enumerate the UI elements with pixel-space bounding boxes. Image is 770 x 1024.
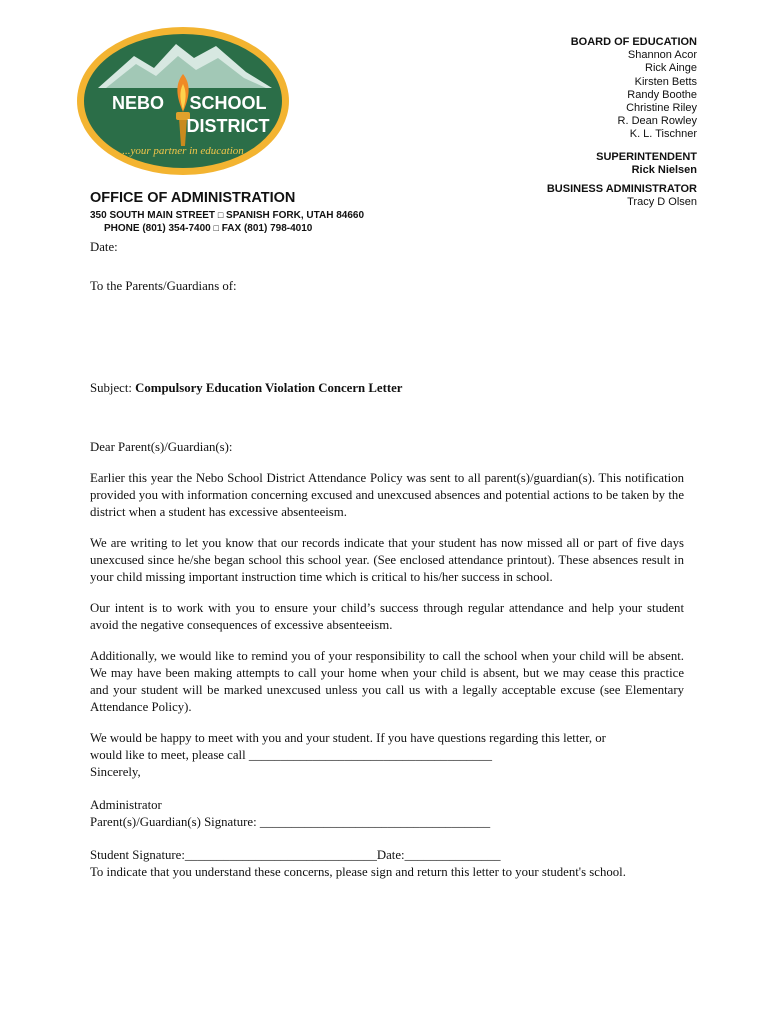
office-address: [90, 209, 364, 235]
subject-line: [90, 380, 684, 397]
office-title: OFFICE OF ADMINISTRATION: [90, 190, 296, 206]
greeting: Dear Parent(s)/Guardian(s):: [90, 440, 233, 454]
closing: Sincerely,: [90, 765, 141, 779]
logo-name-bottom: DISTRICT: [186, 116, 270, 136]
paragraph-5-line-1: We would be happy to meet with you and your student. If you have questions regarding this letter, or: [90, 731, 606, 745]
letter-body: [90, 239, 684, 881]
office-fax: FAX (801) 798-4010: [221, 223, 313, 234]
nebo-school-district-logo: [76, 26, 290, 176]
board-member: Randy Boothe: [627, 88, 697, 101]
board-member: Rick Ainge: [645, 62, 697, 75]
office-street: 350 SOUTH MAIN STREET: [90, 210, 216, 221]
logo-name-right: SCHOOL: [189, 93, 267, 113]
office-phone: PHONE (801) 354-7400: [104, 223, 211, 234]
board-member: K. L. Tischner: [629, 128, 697, 141]
return-instruction: To indicate that you understand these concerns, please sign and return this letter to your student's school.: [90, 865, 626, 879]
superintendent-name: Rick Nielsen: [631, 163, 697, 176]
office-city: SPANISH FORK, UTAH 84660: [226, 210, 365, 221]
board-member: Christine Riley: [626, 102, 697, 115]
paragraph-3: Our intent is to work with you to ensure your child’s success through regular attendance and help your student avoid the negative consequences of excessive absenteeism.: [90, 601, 684, 632]
subject-label: Subject:: [90, 381, 136, 395]
paragraph-4: Additionally, we would like to remind you of your responsibility to call the school when your child will be absent. We may have been making attempts to call your home when your child is absent, but we may cease this practice and your student will be marked unexcused unless you call us with a legally acceptable excuse (see Elementary Attendance Policy).: [90, 649, 684, 714]
parent-signature-line: Parent(s)/Guardian(s) Signature: ____________________________________: [90, 815, 491, 829]
business-admin-name: Tracy D Olsen: [627, 196, 697, 209]
board-member: R. Dean Rowley: [617, 115, 697, 128]
board-member: Shannon Acor: [627, 49, 697, 62]
logo-tagline: ...your partner in education: [122, 145, 244, 157]
paragraph-5-line-2: would like to meet, please call ______________________________________: [90, 748, 492, 762]
separator-glyph: □: [217, 210, 224, 220]
date-label: Date:: [90, 240, 118, 254]
paragraph-2: We are writing to let you know that our records indicate that your student has now missed all or part of five days unexcused since he/she began school this school year. (See enclosed attendance printout). These absences result in your child missing important instruction time which is critical to his/her success in school.: [90, 536, 684, 584]
business-admin-heading: BUSINESS ADMINISTRATOR: [546, 183, 697, 196]
subject-text: Compulsory Education Violation Concern Letter: [135, 381, 403, 395]
office-block: [90, 190, 364, 235]
logo-name-left: NEBO: [111, 93, 165, 113]
board-heading: BOARD OF EDUCATION: [570, 36, 697, 48]
administrator-label: Administrator: [90, 798, 162, 812]
to-label: To the Parents/Guardians of:: [90, 279, 237, 293]
board-member: Kirsten Betts: [634, 75, 697, 88]
board-of-education-block: [547, 36, 697, 209]
paragraph-1: Earlier this year the Nebo School District Attendance Policy was sent to all parent(s)/guardian(s). This notification provided you with information concerning excused and unexcused absences and potential actions to be taken by the district when a student has excessive absenteeism.: [90, 471, 684, 519]
student-signature-line: Student Signature:______________________________Date:_______________: [90, 848, 501, 862]
separator-glyph: □: [213, 223, 219, 233]
superintendent-heading: SUPERINTENDENT: [596, 150, 697, 163]
